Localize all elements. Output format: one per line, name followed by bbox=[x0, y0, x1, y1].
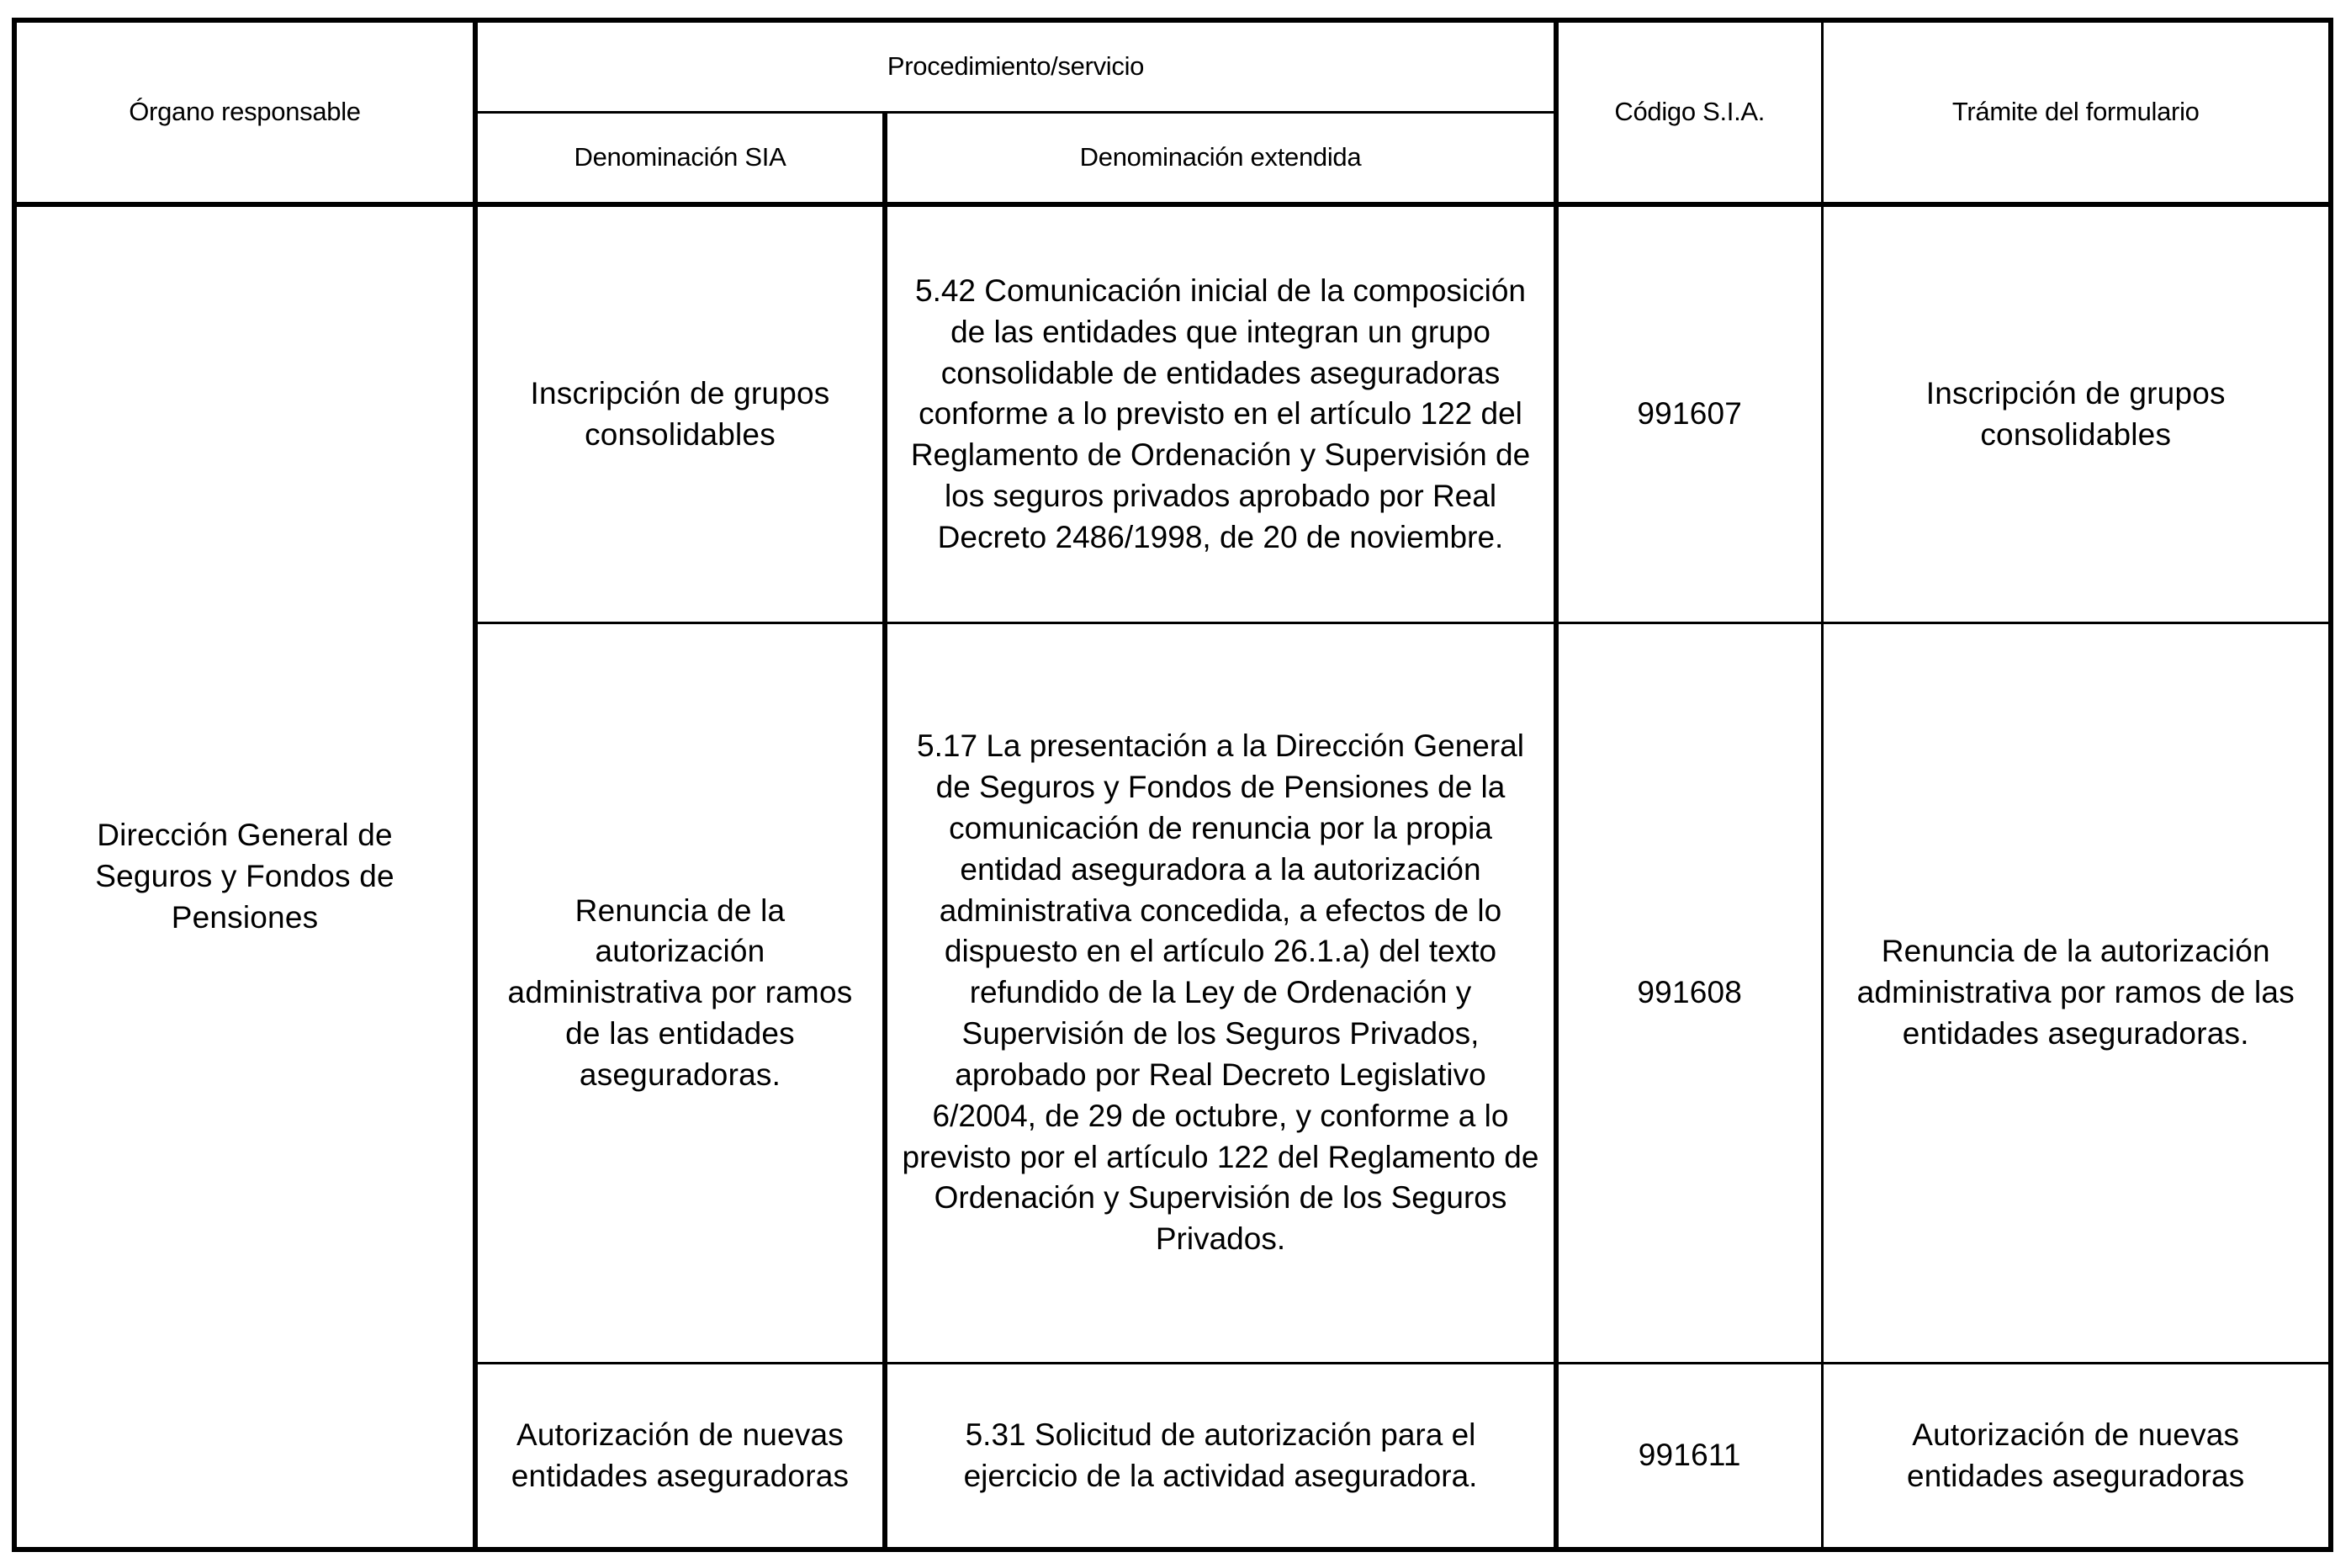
codigo-sia-text: 991611 bbox=[1638, 1438, 1741, 1473]
header-denominacion-extendida bbox=[885, 113, 1556, 205]
header-denominacion-extendida-label: Denominación extendida bbox=[1079, 142, 1362, 172]
denominacion-sia-text: Autorización de nuevas entidades aseguradoras bbox=[511, 1417, 850, 1493]
header-procedimiento-label: Procedimiento/servicio bbox=[887, 51, 1145, 82]
organo-responsable-cell bbox=[14, 204, 475, 1549]
tramite-formulario-cell bbox=[1822, 204, 2331, 622]
denominacion-sia-text: Inscripción de grupos consolidables bbox=[530, 376, 830, 452]
header-organo-label: Órgano responsable bbox=[129, 97, 361, 127]
tramite-formulario-text: Renuncia de la autorización administrativa por ramos de las entidades aseguradoras. bbox=[1856, 934, 2295, 1052]
organo-responsable-text: Dirección General de Seguros y Fondos de Pensiones bbox=[95, 818, 394, 935]
tramite-formulario-text: Inscripción de grupos consolidables bbox=[1925, 376, 2226, 452]
codigo-sia-cell bbox=[1556, 1364, 1822, 1549]
header-denominacion-sia-label: Denominación SIA bbox=[574, 142, 786, 172]
header-organo-responsable bbox=[14, 20, 475, 204]
tramite-formulario-text: Autorización de nuevas entidades aseguradoras bbox=[1907, 1417, 2245, 1493]
denominacion-extendida-cell bbox=[885, 623, 1556, 1364]
header-procedimiento-servicio bbox=[475, 20, 1556, 113]
codigo-sia-text: 991607 bbox=[1637, 396, 1743, 432]
table-row bbox=[14, 204, 2331, 622]
denominacion-extendida-text: 5.31 Solicitud de autorización para el ejercicio de la actividad aseguradora. bbox=[963, 1417, 1478, 1493]
header-codigo-sia bbox=[1556, 20, 1822, 204]
denominacion-extendida-text: 5.17 La presentación a la Dirección General de Seguros y Fondos de Pensiones de la comunicación de renuncia por la propia entidad aseguradora a la autorización administrativa concedida, a efectos de lo dispuesto en el artículo 26.1.a) del texto refundido de la Ley de Ordenación y Supervisión de los Seguros Privados, aprobado por Real Decreto Legislativo 6/2004, de 29 de octubre, y conforme a lo previsto por el artículo 122 del Reglamento de Ordenación y Supervisión de los Seguros Privados. bbox=[902, 728, 1539, 1257]
denominacion-sia-text: Renuncia de la autorización administrativa por ramos de las entidades aseguradoras. bbox=[507, 893, 853, 1092]
header-tramite-formulario bbox=[1822, 20, 2331, 204]
denominacion-sia-cell bbox=[475, 623, 885, 1364]
procedures-table bbox=[12, 18, 2333, 1552]
header-row-top bbox=[14, 20, 2331, 113]
header-denominacion-sia bbox=[475, 113, 885, 205]
codigo-sia-text: 991608 bbox=[1637, 975, 1743, 1010]
denominacion-sia-cell bbox=[475, 204, 885, 622]
denominacion-sia-cell bbox=[475, 1364, 885, 1549]
tramite-formulario-cell bbox=[1822, 623, 2331, 1364]
codigo-sia-cell bbox=[1556, 623, 1822, 1364]
codigo-sia-cell bbox=[1556, 204, 1822, 622]
header-tramite-label: Trámite del formulario bbox=[1951, 97, 2200, 127]
denominacion-extendida-cell bbox=[885, 204, 1556, 622]
denominacion-extendida-text: 5.42 Comunicación inicial de la composición de las entidades que integran un grupo consolidable de entidades aseguradoras conforme a lo previsto en el artículo 122 del Reglamento de Ordenación y Supervisión de los seguros privados aprobado por Real Decreto 2486/1998, de 20 de noviembre. bbox=[910, 273, 1531, 554]
tramite-formulario-cell bbox=[1822, 1364, 2331, 1549]
header-codigo-label: Código S.I.A. bbox=[1614, 97, 1766, 127]
denominacion-extendida-cell bbox=[885, 1364, 1556, 1549]
